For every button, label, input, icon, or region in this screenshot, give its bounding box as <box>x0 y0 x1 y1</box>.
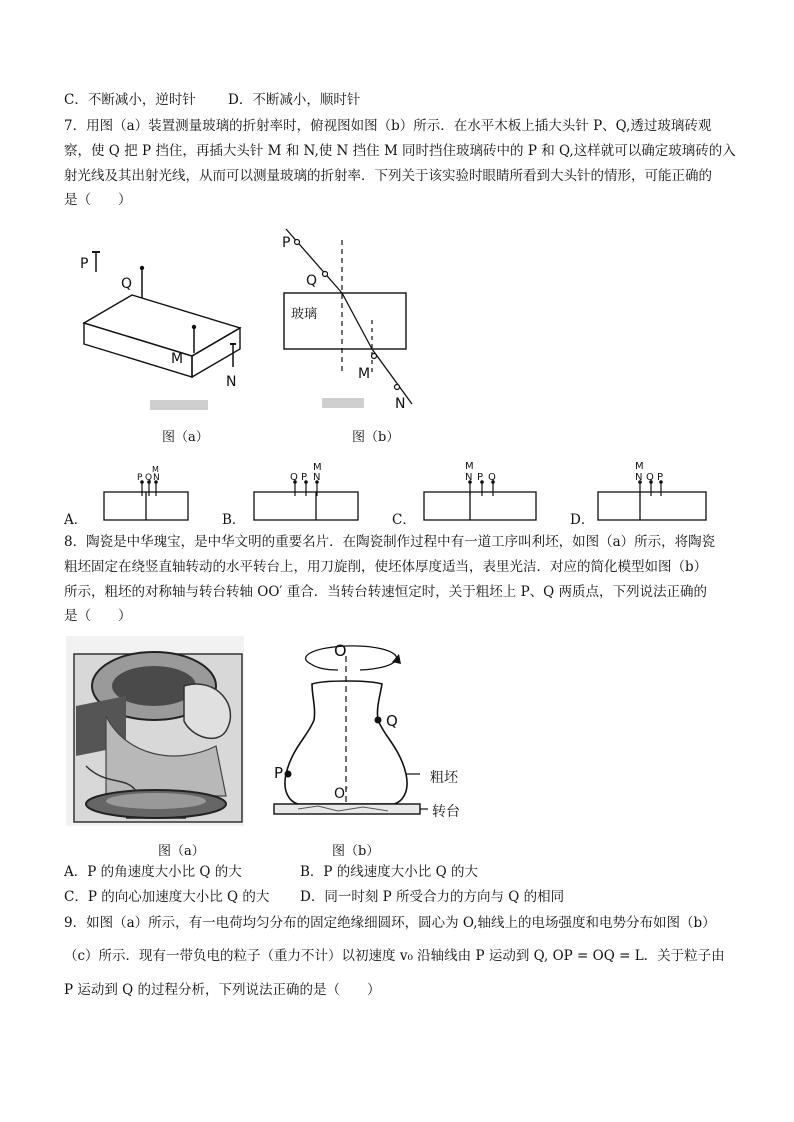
q7-b-label-n: N <box>313 472 321 483</box>
q7-option-c-figure <box>420 450 540 524</box>
q7-fig-a-label-p: P <box>80 256 89 272</box>
q7-a-label-m: M <box>152 465 159 474</box>
q7-figure-a <box>70 235 270 415</box>
q7-fig-b-glass-label: 玻璃 <box>291 307 318 322</box>
q8-figure-a-photo <box>66 636 244 826</box>
q7-a-label-n: N <box>153 473 160 483</box>
q7-c-label-n: N <box>465 472 473 483</box>
q7-option-b-figure <box>250 452 362 524</box>
q7-figure-b <box>276 222 426 412</box>
q7-d-label-p: P <box>657 472 664 483</box>
q7-text-line-4: 是（ ） <box>64 192 132 208</box>
q7-b-label-q: Q <box>290 472 298 483</box>
q6-option-d: D．不断减小，顺时针 <box>228 92 361 108</box>
q7-option-a-figure <box>100 452 192 524</box>
q7-option-d-figure <box>594 450 710 524</box>
q9-text-line-3: P 运动到 Q 的过程分析，下列说法正确的是（ ） <box>64 982 381 998</box>
q7-a-label-p: P <box>137 473 143 483</box>
q7-option-d: D． <box>570 512 595 528</box>
q7-d-label-n: N <box>635 472 643 483</box>
q7-d-label-q: Q <box>646 472 654 483</box>
q9-text-line-1: 9．如图（a）所示，有一电荷均匀分布的固定绝缘细圆环，圆心为 O,轴线上的电场强度和电势分布如图（b） <box>64 915 716 931</box>
q8-text-line-3: 所示，粗坯的对称轴与转台转轴 OO′ 重合．当转台转速恒定时，关于粗坯上 P、Q 两质点，下列说法正确的 <box>64 584 708 600</box>
q8-figure-b <box>268 636 448 830</box>
q6-option-c: C．不断减小，逆时针 <box>64 92 196 108</box>
q7-text-line-3: 射光线及其出射光线，从而可以测量玻璃的折射率．下列关于该实验时眼睛所看到大头针的情形，可能正确的 <box>64 168 712 184</box>
q7-b-label-m: M <box>313 462 322 473</box>
q7-text-line-2: 察，使 Q 把 P 挡住，再插大头针 M 和 N,使 N 挡住 M 同时挡住玻璃砖中的 P 和 Q,这样就可以确定玻璃砖的入 <box>64 143 736 159</box>
watermark-smudge <box>150 400 208 410</box>
q7-fig-b-caption: 图（b） <box>352 430 400 445</box>
q7-fig-a-label-m: M <box>171 351 184 367</box>
q8-label-o: O <box>334 641 347 660</box>
q7-option-c: C． <box>392 512 416 528</box>
q8-label-blank: 粗坯 <box>430 770 458 786</box>
q7-c-label-m: M <box>465 461 474 472</box>
q8-option-c: C．P 的向心加速度大小比 Q 的大 <box>64 889 270 905</box>
q7-fig-a-label-n: N <box>226 374 237 390</box>
q8-text-line-4: 是（ ） <box>64 608 132 624</box>
q8-text-line-1: 8．陶瓷是中华瑰宝，是中华文明的重要名片．在陶瓷制作过程中有一道工序叫利坯，如图（a）所示，将陶瓷 <box>64 534 716 550</box>
q7-fig-b-label-m: M <box>358 366 371 382</box>
q7-text-line-1: 7．用图（a）装置测量玻璃的折射率时，俯视图如图（b）所示．在水平木板上插大头针 P、Q,透过玻璃砖观 <box>64 118 712 134</box>
q8-option-b: B．P 的线速度大小比 Q 的大 <box>300 864 478 880</box>
q9-text-line-2: （c）所示．现有一带负电的粒子（重力不计）以初速度 v₀ 沿轴线由 P 运动到 Q, OP = OQ = L．关于粒子由 <box>64 948 725 964</box>
q8-option-a: A．P 的角速度大小比 Q 的大 <box>64 864 242 880</box>
q8-label-p: P <box>274 764 284 782</box>
q7-fig-b-label-p: P <box>282 235 291 251</box>
q7-fig-a-label-q: Q <box>121 276 133 292</box>
q8-label-turntable: 转台 <box>432 804 460 820</box>
q8-option-d: D．同一时刻 P 所受合力的方向与 Q 的相同 <box>300 889 565 905</box>
q8-label-o-prime: O′ <box>334 786 349 802</box>
q8-text-line-2: 粗坯固定在绕竖直轴转动的水平转台上，用刀旋削，使坯体厚度适当，表里光洁．对应的简化模型如图（b） <box>64 559 708 575</box>
q7-a-label-q: Q <box>145 473 153 483</box>
q8-label-q: Q <box>386 712 398 730</box>
q7-option-b: B． <box>222 512 246 528</box>
q7-c-label-q: Q <box>488 472 496 483</box>
q7-fig-b-label-q: Q <box>306 273 318 289</box>
q7-option-a: A． <box>64 512 88 528</box>
watermark-smudge <box>322 398 364 408</box>
q8-fig-a-caption: 图（a） <box>158 844 205 859</box>
q7-d-label-m: M <box>635 461 644 472</box>
q8-fig-b-caption: 图（b） <box>332 844 380 859</box>
q7-fig-a-caption: 图（a） <box>162 430 209 445</box>
q7-c-label-p: P <box>477 472 484 483</box>
q7-b-label-p: P <box>301 472 308 483</box>
q7-fig-b-label-n: N <box>395 396 406 412</box>
